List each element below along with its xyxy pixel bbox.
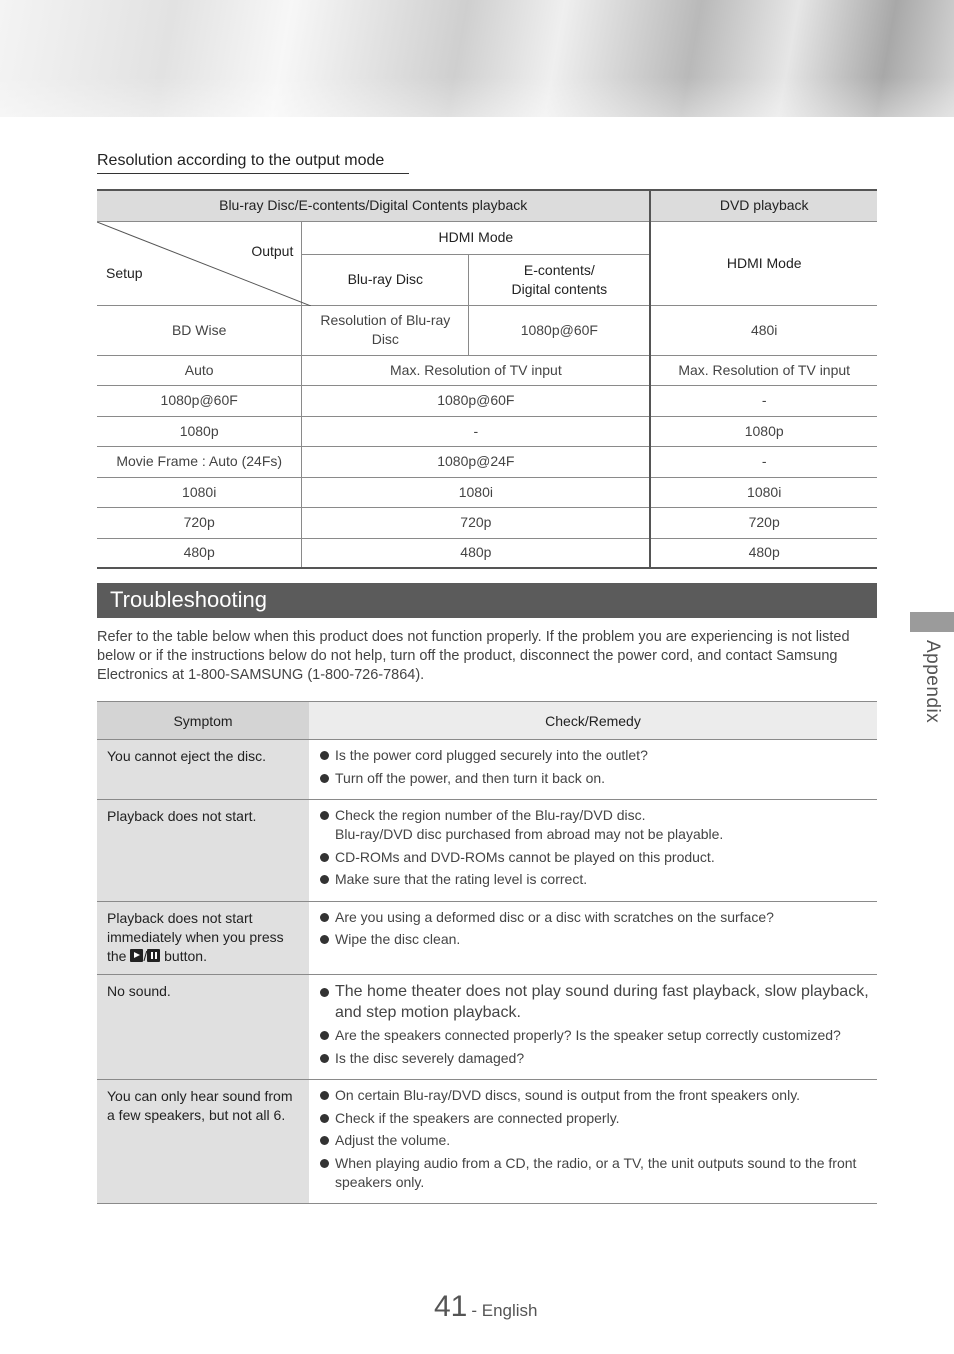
sub-econtents-header: E-contents/ Digital contents [469,254,651,305]
table-row: Auto Max. Resolution of TV input Max. Resolution of TV input [97,355,877,385]
corner-output-label: Output [251,242,294,259]
list-item: Are you using a deformed disc or a disc with scratches on the surface? [319,908,869,927]
corner-cell [97,221,302,305]
bullet-icon [320,875,329,884]
col-symptom: Symptom [97,702,309,740]
bullet-icon [320,811,329,820]
symptom-cell: Playback does not start. [97,800,309,902]
bullet-icon [320,1031,329,1040]
side-tab-marker [910,612,954,632]
pause-icon [147,949,160,962]
list-item: Wipe the disc clean. [319,930,869,949]
col-remedy: Check/Remedy [309,702,877,740]
bullet-icon [320,1114,329,1123]
list-item: Is the power cord plugged securely into the outlet? [319,746,869,765]
table-row: Movie Frame : Auto (24Fs) 1080p@24F - [97,446,877,477]
bullet-icon [320,853,329,862]
remedy-cell [309,800,877,902]
list-item: Check the region number of the Blu-ray/DVD disc. Blu-ray/DVD disc purchased from abroad may not be playable. [319,806,869,844]
bullet-icon [320,1159,329,1168]
page-footer [434,1290,538,1324]
list-item: Turn off the power, and then turn it back on. [319,769,869,788]
bullet-icon [320,913,329,922]
table-row: 720p 720p 720p [97,507,877,538]
col-bluray-group: Blu-ray Disc/E-contents/Digital Contents playback [97,190,650,221]
bullet-icon [320,751,329,760]
col-dvd-group: DVD playback [650,190,877,221]
hdmi-mode-header: HDMI Mode [302,221,651,254]
symptom-cell: No sound. [97,974,309,1080]
list-item: When playing audio from a CD, the radio, or a TV, the unit outputs sound to the front speakers only. [319,1154,869,1192]
list-item: The home theater does not play sound during fast playback, slow playback, and step motion playback. [319,981,869,1023]
symptom-cell: You can only hear sound from a few speakers, but not all 6. [97,1080,309,1204]
table-row: 1080p@60F 1080p@60F - [97,385,877,416]
symptom-cell: You cannot eject the disc. [97,740,309,800]
bullet-icon [320,935,329,944]
list-item: CD-ROMs and DVD-ROMs cannot be played on this product. [319,848,869,867]
table-row [97,974,877,1080]
table-row [97,740,877,800]
table-row [97,901,877,974]
remedy-cell [309,901,877,974]
table-row: 1080i 1080i 1080i [97,477,877,507]
symptom-cell: Playback does not start immediately when you press the / button. [97,901,309,974]
troubleshooting-heading: Troubleshooting [97,583,877,618]
table-row: 480p 480p 480p [97,538,877,568]
dvd-hdmi-mode-header: HDMI Mode [650,221,877,305]
list-item: Are the speakers connected properly? Is the speaker setup correctly customized? [319,1026,869,1045]
troubleshooting-intro: Refer to the table below when this product does not function properly. If the problem you are experiencing is not listed below or if the instructions below do not help, turn off the product, disconnect the power cord, and contact Samsung Electronics at 1-800-SAMSUNG (1-800-726-7864). [97,629,850,683]
remedy-cell [309,740,877,800]
corner-setup-label: Setup [106,264,143,281]
table-row: 1080p - 1080p [97,416,877,446]
remedy-cell [309,1080,877,1204]
bullet-icon [320,1091,329,1100]
bullet-icon [320,1136,329,1145]
side-tab-label: Appendix [922,640,943,724]
list-item: Make sure that the rating level is correct. [319,870,869,889]
bullet-icon [320,1054,329,1063]
table-row: BD Wise Resolution of Blu-ray Disc 1080p@60F 480i [97,305,877,355]
resolution-table [97,189,877,569]
list-item: Adjust the volume. [319,1131,869,1150]
bullet-icon [320,774,329,783]
troubleshooting-table [97,701,877,1204]
list-item: On certain Blu-ray/DVD discs, sound is output from the front speakers only. [319,1086,869,1105]
page-number: 41 [434,1290,468,1323]
list-item: Check if the speakers are connected properly. [319,1109,869,1128]
bullet-icon [320,988,329,997]
list-item: Is the disc severely damaged? [319,1049,869,1068]
table-row [97,800,877,902]
sub-bluray-header: Blu-ray Disc [302,254,469,305]
page-language: - English [471,1301,538,1320]
header-banner [0,0,954,117]
section-title: Resolution according to the output mode [97,152,409,174]
table-row [97,1080,877,1204]
remedy-cell [309,974,877,1080]
play-icon [130,949,143,962]
